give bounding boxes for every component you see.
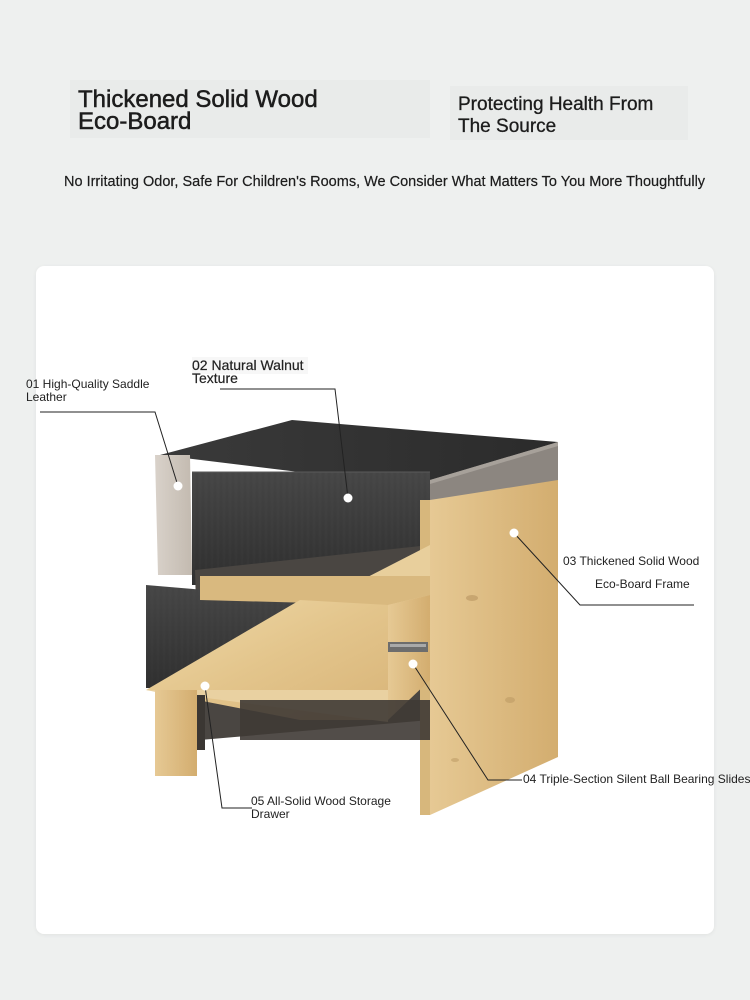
callout-01-line-2: Leather xyxy=(26,390,67,404)
callout-02-line-1: 02 Natural Walnut xyxy=(192,357,308,374)
subheading: No Irritating Odor, Safe For Children's Rooms, We Consider What Matters To You More Thoughtfully xyxy=(64,174,706,190)
callout-03-line-2: Eco-Board Frame xyxy=(595,577,690,591)
callout-03-line-1: 03 Thickened Solid Wood xyxy=(563,554,700,568)
leg-front-left xyxy=(155,690,197,776)
callout-05-line-2: Drawer xyxy=(251,807,290,821)
tagline-line-2: The Source xyxy=(458,116,557,137)
side-panel-right xyxy=(430,480,558,815)
callout-04: 04 Triple-Section Silent Ball Bearing Slides xyxy=(523,772,750,786)
callout-02-line-2: Texture xyxy=(192,370,238,386)
title-line-2: Eco-Board xyxy=(78,108,192,135)
callout-01-line-1: 01 High-Quality Saddle xyxy=(26,377,150,391)
title-line-1: Thickened Solid Wood xyxy=(78,86,318,113)
tagline-line-1: Protecting Health From xyxy=(458,94,654,115)
callout-05-line-1: 05 All-Solid Wood Storage xyxy=(251,794,391,808)
